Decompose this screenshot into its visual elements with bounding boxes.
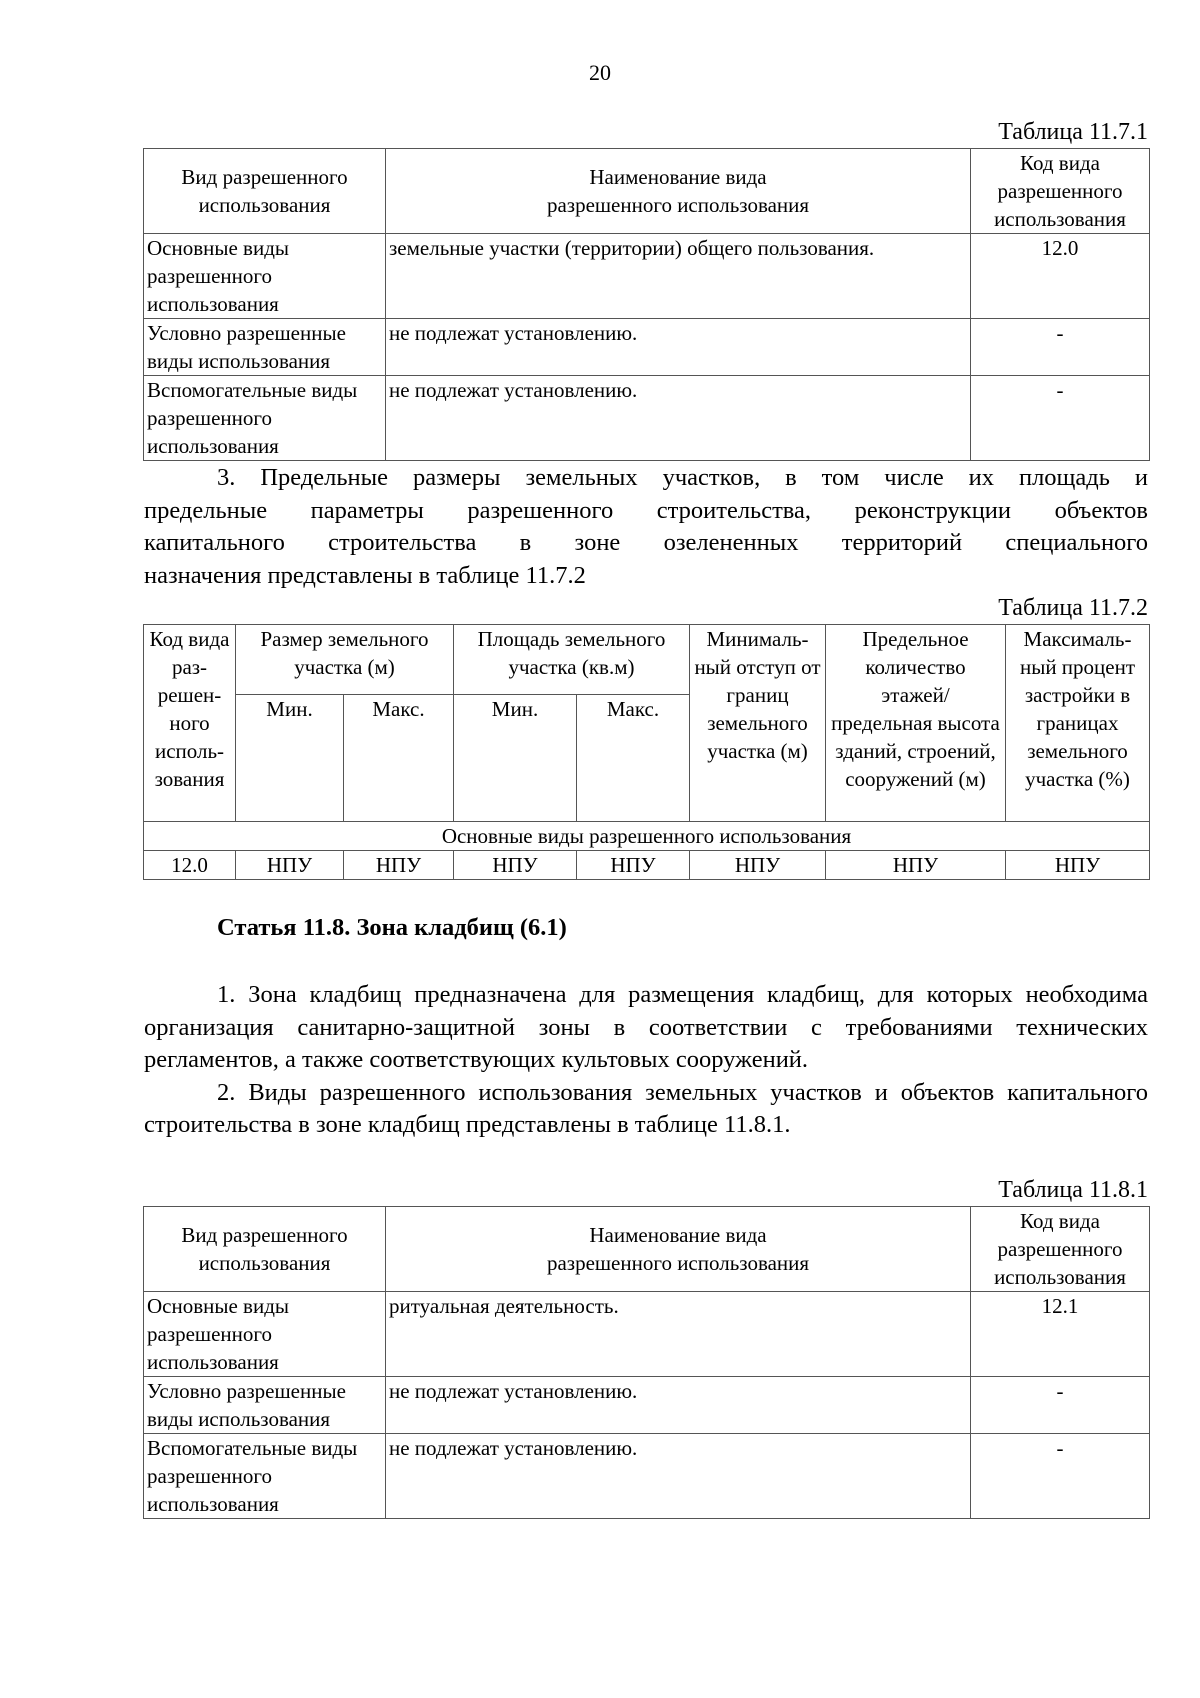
header-cell-min: Мин. — [454, 695, 577, 822]
header-cell-setback: Минималь-ный отступ от границ земельного участка (м) — [690, 625, 826, 822]
header-cell-code: Код вида разрешенного использования — [971, 149, 1150, 234]
header-cell-floors: Предельное количество этажей/ предельная высота зданий, строений, сооружений (м) — [826, 625, 1006, 822]
table-row: Условно разрешенные виды использования не подлежат установлению. - — [144, 1377, 1150, 1434]
table-11-8-1 — [143, 1206, 1150, 1519]
header-cell-max: Макс. — [577, 695, 690, 822]
table-row: Основные виды разрешенного использования земельные участки (территории) общего пользования. 12.0 — [144, 234, 1150, 319]
header-cell-code: Код вида раз-решен-ного исполь-зования — [144, 625, 236, 822]
header-cell-min: Мин. — [236, 695, 344, 822]
header-cell-plot-area: Площадь земельного участка (кв.м) — [454, 625, 690, 695]
article-heading: Статья 11.8. Зона кладбищ (6.1) — [217, 914, 567, 941]
table-row: Вспомогательные виды разрешенного использования не подлежат установлению. - — [144, 376, 1150, 461]
table-row: 12.0 НПУ НПУ НПУ НПУ НПУ НПУ НПУ — [144, 851, 1150, 880]
table-11-7-2 — [143, 624, 1150, 880]
header-cell-coverage: Максималь-ный процент застройки в границах земельного участка (%) — [1006, 625, 1150, 822]
paragraph-3: 3. Предельные размеры земельных участков, в том числе их площадь и предельные параметры разрешенного строительства, реконструкции объектов капитального строительства в зоне озелененных территорий специального назначения представлены в таблице 11.7.2 — [144, 464, 1148, 589]
header-cell-plot-size: Размер земельного участка (м) — [236, 625, 454, 695]
table-11-7-1-caption: Таблица 11.7.1 — [998, 119, 1148, 145]
header-cell-name: Наименование вида разрешенного использования — [386, 149, 971, 234]
section-row: Основные виды разрешенного использования — [144, 822, 1150, 851]
table-row: Вспомогательные виды разрешенного использования не подлежат установлению. - — [144, 1434, 1150, 1519]
header-cell-type: Вид разрешенного использования — [144, 149, 386, 234]
article-body — [144, 979, 1148, 1142]
table-11-7-2-caption: Таблица 11.7.2 — [998, 595, 1148, 621]
table-11-8-1-caption: Таблица 11.8.1 — [998, 1177, 1148, 1203]
paragraph-2: 2. Виды разрешенного использования земельных участков и объектов капитального строительства в зоне кладбищ представлены в таблице 11.8.1. — [144, 1078, 1148, 1138]
table-row: Условно разрешенные виды использования не подлежат установлению. - — [144, 319, 1150, 376]
header-cell-type: Вид разрешенного использования — [144, 1207, 386, 1292]
paragraph-1: 1. Зона кладбищ предназначена для размещения кладбищ, для которых необходима организация санитарно-защитной зоны в соответствии с требованиями технических регламентов, а также соответствующих культовых сооружений. — [144, 981, 1148, 1073]
header-cell-code: Код вида разрешенного использования — [971, 1207, 1150, 1292]
table-11-7-1 — [143, 148, 1150, 461]
header-cell-name: Наименование вида разрешенного использования — [386, 1207, 971, 1292]
header-cell-max: Макс. — [344, 695, 454, 822]
page-number: 20 — [589, 60, 611, 85]
table-row: Основные виды разрешенного использования ритуальная деятельность. 12.1 — [144, 1292, 1150, 1377]
